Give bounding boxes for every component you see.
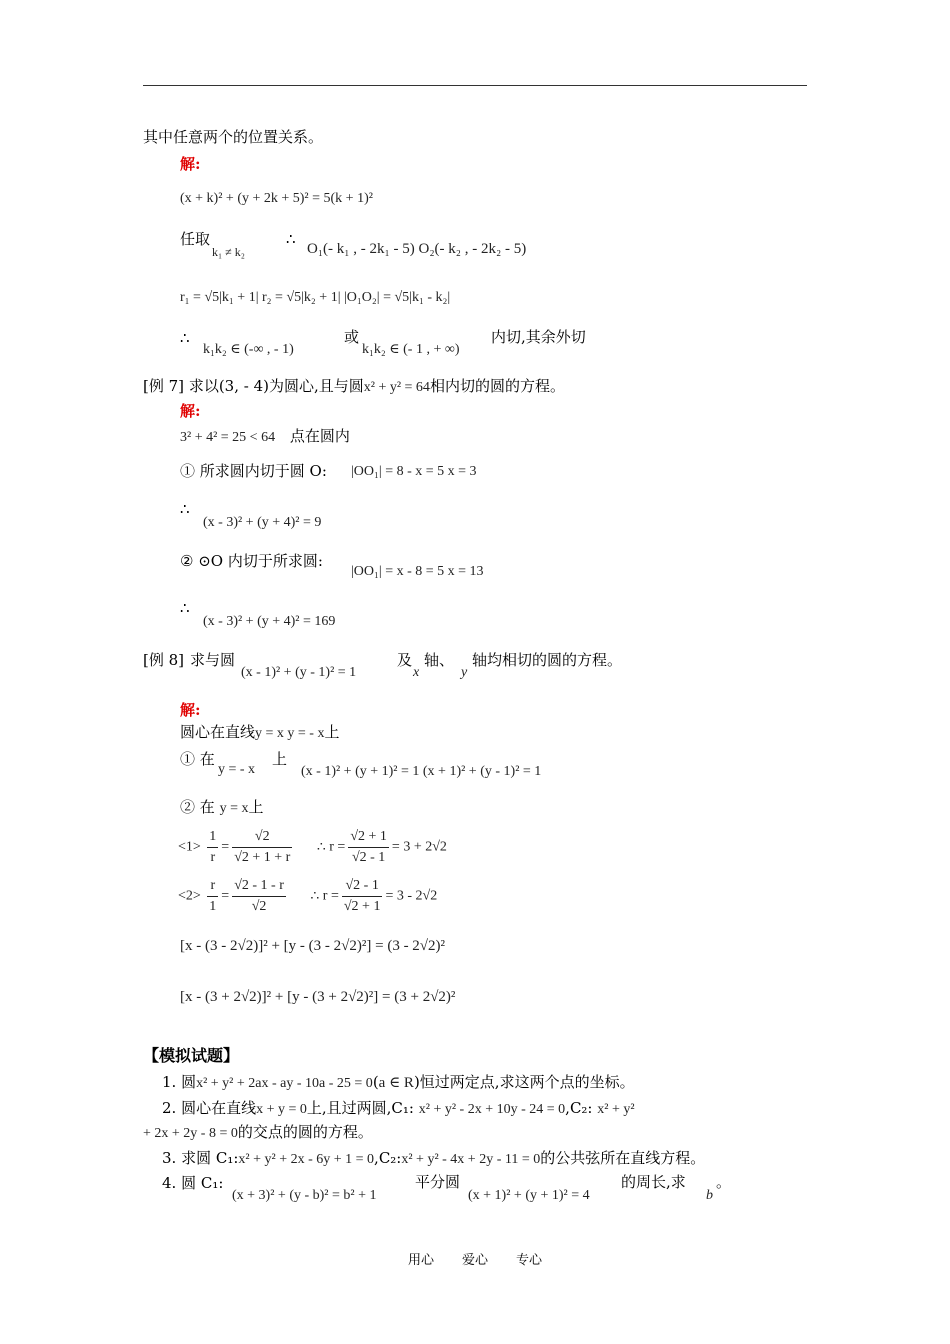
ex8-x: x <box>413 665 420 680</box>
therefore-symbol: ∴ <box>180 599 190 617</box>
exercise-2-c2a: x² + y² <box>597 1102 635 1117</box>
ex8-question-b: 及 <box>397 651 413 669</box>
ex7-question <box>143 376 565 398</box>
ex8-sub2-r: r = <box>322 888 339 904</box>
ex7-result-1: (x - 3)² + (y + 4)² = 9 <box>203 515 322 530</box>
exercise-2-b: 上,且过两圆,C₁: <box>306 1099 414 1117</box>
exercise-4-a: 4. 圆 C₁: <box>162 1174 224 1192</box>
ex8-answer-1: [x - (3 - 2√2)]² + [y - (3 - 2√2)²] = (3 - 2√2)² <box>180 938 446 954</box>
ex7-case1-math: |OO₁| = 8 - x = 5 x = 3 <box>351 464 477 479</box>
ex8-question-c: 轴、 <box>424 651 455 669</box>
exercise-4-d: 。 <box>716 1173 732 1191</box>
ex6-pick-math: k₁ ≠ k₂ <box>212 245 245 259</box>
exercise-3-c: 的公共弦所在直线方程。 <box>540 1149 706 1167</box>
exercise-4-b: 平分圆 <box>415 1173 461 1191</box>
exercise-4-m1: (x + 3)² + (y - b)² = b² + 1 <box>232 1188 377 1203</box>
fraction: $\frac{r}{1}$ <box>209 878 217 914</box>
fraction: $\frac{√2 - 1}{√2 + 1}$ <box>343 878 381 914</box>
fraction: $\frac{1}{r}$ <box>209 829 217 865</box>
ex7-step1 <box>180 426 350 448</box>
solution-label: 解: <box>180 155 201 173</box>
ex8-sub2-label: <2> <box>178 888 201 904</box>
exercise-2-math: x + y = 0 <box>256 1102 307 1117</box>
ex8-sub1-result: = 3 + 2√2 <box>391 839 447 855</box>
ex8-center <box>180 722 339 744</box>
exercise-2 <box>162 1098 635 1120</box>
ex7-step1-text: 点在圆内 <box>289 427 350 445</box>
ex8-sub1: <1> $\frac{1}{r}$ = $\frac{√2}{√2 + 1 + r}$ ∴ r = $\frac{√2 + 1}{√2 - 1}$ = 3 + 2√2 <box>178 827 447 868</box>
ex7-step1-math: 3² + 4² = 25 < 64 <box>180 430 276 445</box>
ex6-condition-2: k₁k₂ ∈ (- 1 , + ∞) <box>362 342 460 357</box>
ex7-question-math: x² + y² = 64 <box>363 380 430 395</box>
exercise-2-cont <box>143 1122 373 1144</box>
intro-text: 其中任意两个的位置关系。 <box>143 128 324 146</box>
ex8-case1 <box>180 749 215 769</box>
ex7-case2-math: |OO₁| = x - 8 = 5 x = 13 <box>351 564 484 579</box>
ex8-case1-shang: 上 <box>272 750 288 768</box>
exercise-2-c2b: + 2x + 2y - 8 = 0 <box>143 1126 238 1141</box>
ex8-label: [例 8] <box>143 651 185 669</box>
exercise-1-cond: a ∈ R <box>378 1075 414 1091</box>
ex8-sub1-label: <1> <box>178 839 201 855</box>
therefore-symbol: ∴ <box>310 888 320 904</box>
ex7-result-2: (x - 3)² + (y + 4)² = 169 <box>203 614 336 629</box>
ex7-question-b: 相内切的圆的方程。 <box>429 377 565 395</box>
exercise-4-m2: (x + 1)² + (y + 1)² = 4 <box>468 1188 590 1203</box>
exercise-3 <box>162 1148 705 1170</box>
exercise-3-a: 3. 求圆 C₁: <box>162 1149 239 1167</box>
exercise-1-c: )恒过两定点,求这两个点的坐标。 <box>413 1073 635 1091</box>
exercise-3-b: ,C₂: <box>374 1149 402 1167</box>
exercise-2-d: 的交点的圆的方程。 <box>237 1123 373 1141</box>
solution-label: 解: <box>180 402 201 420</box>
ex8-case2-shang: 上 <box>248 798 264 816</box>
exercise-1-b: ( <box>372 1073 379 1091</box>
ex8-case2-math: y = x <box>219 801 249 816</box>
ex8-center-math: y = x y = - x <box>255 726 325 741</box>
ex6-conclusion: 内切,其余外切 <box>491 328 586 346</box>
fraction: $\frac{√2 + 1}{√2 - 1}$ <box>350 829 387 865</box>
ex6-condition-1: k₁k₂ ∈ (-∞ , - 1) <box>203 342 294 357</box>
ex8-center-text: 圆心在直线 <box>180 723 256 741</box>
ex6-equation: (x + k)² + (y + 2k + 5)² = 5(k + 1)² <box>180 191 373 206</box>
exercise-4-c: 的周长,求 <box>621 1173 686 1191</box>
ex6-pick-label: 任取 <box>180 230 211 248</box>
ex7-case1-text: ① 所求圆内切于圆 O: <box>180 462 327 480</box>
exercise-1 <box>162 1072 635 1094</box>
exercise-2-c1: x² + y² - 2x + 10y - 24 = 0 <box>418 1102 566 1117</box>
solution-label: 解: <box>180 701 201 719</box>
ex8-sub2: <2> $\frac{r}{1}$ = $\frac{√2 - 1 - r}{√2}$ ∴ r = $\frac{√2 - 1}{√2 + 1}$ = 3 - 2√2 <box>178 876 437 917</box>
ex8-case1-text: ① 在 <box>180 750 215 768</box>
exercise-4-var: b <box>706 1188 713 1203</box>
exercise-1-math: x² + y² + 2ax - ay - 10a - 25 = 0 <box>196 1076 373 1091</box>
ex8-case2-text: ② 在 <box>180 798 215 816</box>
exercises-heading: 【模拟试题】 <box>143 1046 240 1065</box>
ex6-or: 或 <box>344 328 360 346</box>
ex8-center-shang: 上 <box>324 723 340 741</box>
exercise-2-a: 2. 圆心在直线 <box>162 1099 257 1117</box>
therefore-symbol: ∴ <box>316 839 326 855</box>
exercise-2-c: ,C₂: <box>565 1099 593 1117</box>
therefore-symbol: ∴ <box>180 500 190 518</box>
ex7-question-a: 求以(3, - 4)为圆心,且与圆 <box>188 377 364 395</box>
page-footer <box>0 1249 950 1268</box>
exercise-1-a: 1. 圆 <box>162 1073 197 1091</box>
therefore-symbol: ∴ <box>180 329 190 347</box>
ex8-case2 <box>180 797 263 819</box>
ex8-sub1-r: r = <box>329 839 346 855</box>
footer-text: 专心 <box>516 1253 543 1268</box>
exercise-3-m2: x² + y² - 4x + 2y - 11 = 0 <box>401 1152 541 1167</box>
ex8-question-math: (x - 1)² + (y - 1)² = 1 <box>241 665 357 680</box>
ex8-question-a: 求与圆 <box>190 651 236 669</box>
ex8-answer-2: [x - (3 + 2√2)]² + [y - (3 + 2√2)²] = (3 + 2√2)² <box>180 989 456 1005</box>
ex7-case2-text: ② ⊙O 内切于所求圆: <box>180 552 323 570</box>
fraction: $\frac{√2}{√2 + 1 + r}$ <box>234 829 291 865</box>
fraction: $\frac{√2 - 1 - r}{√2}$ <box>234 878 284 914</box>
therefore-symbol: ∴ <box>286 230 296 248</box>
ex8-sub2-result: = 3 - 2√2 <box>385 888 438 904</box>
ex7-label: [例 7] <box>143 377 185 395</box>
footer-text: 用心 <box>407 1253 434 1268</box>
ex8-case1-eqs: (x - 1)² + (y + 1)² = 1 (x + 1)² + (y - 1)² = 1 <box>301 764 542 779</box>
ex6-centers: O₁(- k₁ , - 2k₁ - 5) O₂(- k₂ , - 2k₂ - 5) <box>307 241 527 257</box>
ex8-question-d: 轴均相切的圆的方程。 <box>472 651 623 669</box>
ex8-case1-math: y = - x <box>218 762 256 777</box>
header-rule <box>143 85 807 86</box>
ex8-y: y <box>461 665 468 680</box>
ex6-radii: r₁ = √5|k₁ + 1| r₂ = √5|k₂ + 1| |O₁O₂| = √5|k₁ - k₂| <box>180 290 451 305</box>
exercise-3-m1: x² + y² + 2x - 6y + 1 = 0 <box>238 1152 375 1167</box>
footer-text: 爱心 <box>461 1253 488 1268</box>
